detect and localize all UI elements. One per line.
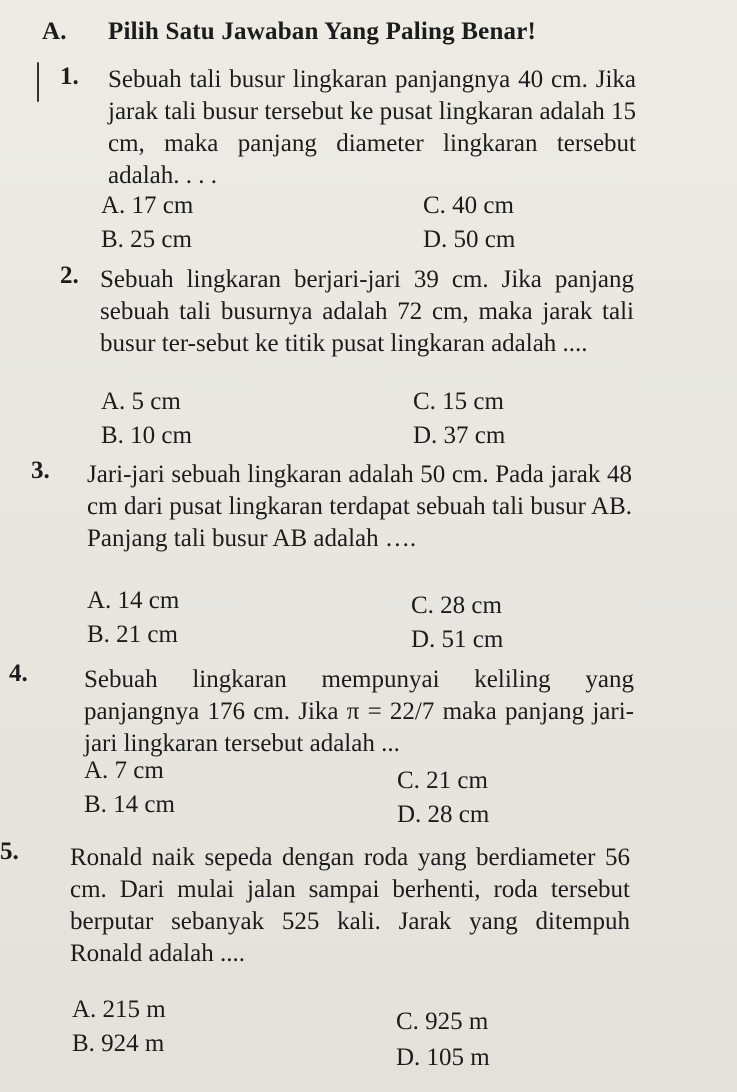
question-number: 2.: [60, 262, 79, 289]
option-c: C. 925 m: [396, 1008, 489, 1035]
question-number: 4.: [9, 660, 28, 687]
option-a: A. 5 cm: [101, 388, 181, 415]
option-d: D. 37 cm: [413, 422, 506, 449]
question-number: 1.: [60, 63, 79, 90]
option-c: C. 40 cm: [423, 192, 514, 219]
section-title: Pilih Satu Jawaban Yang Paling Benar!: [108, 18, 537, 45]
option-d: D. 51 cm: [411, 626, 504, 653]
question-text: Jari-jari sebuah lingkaran adalah 50 cm. Pada jarak 48 cm dari pusat lingkaran terdapat sebuah tali busur AB. Panjang tali busur AB adalah ….: [87, 461, 632, 552]
option-b: B. 25 cm: [101, 226, 192, 253]
option-c: C. 21 cm: [397, 767, 488, 794]
section-heading: [42, 18, 536, 46]
option-c: C. 15 cm: [413, 388, 504, 415]
pen-mark: [37, 62, 39, 102]
option-d: D. 50 cm: [423, 226, 516, 253]
question-text: Ronald naik sepeda dengan roda yang berdiameter 56 cm. Dari mulai jalan sampai berhenti, roda tersebut berputar sebanyak 525 kali. Jarak yang ditempuh Ronald adalah ....: [70, 844, 630, 967]
option-b: B. 924 m: [72, 1030, 165, 1057]
question-text: Sebuah tali busur lingkaran panjangnya 40 cm. Jika jarak tali busur tersebut ke pusat lingkaran adalah 15 cm, maka panjang diameter lingkaran tersebut adalah. . . .: [108, 66, 636, 189]
option-a: A. 17 cm: [101, 192, 194, 219]
section-letter: A.: [42, 18, 67, 45]
option-a: A. 7 cm: [84, 757, 164, 784]
question-number: 5.: [0, 838, 19, 865]
question-number: 3.: [31, 457, 50, 484]
option-b: B. 10 cm: [101, 422, 192, 449]
option-d: D. 105 m: [396, 1044, 490, 1071]
option-b: B. 21 cm: [87, 621, 178, 648]
option-c: C. 28 cm: [411, 592, 502, 619]
question-text: Sebuah lingkaran berjari-jari 39 cm. Jika panjang sebuah tali busurnya adalah 72 cm, maka jarak tali busur ter-sebut ke titik pusat lingkaran adalah ....: [100, 266, 634, 357]
option-a: A. 215 m: [72, 996, 166, 1023]
option-d: D. 28 cm: [397, 801, 490, 828]
option-a: A. 14 cm: [87, 587, 180, 614]
option-b: B. 14 cm: [84, 791, 175, 818]
question-text: Sebuah lingkaran mempunyai keliling yang panjangnya 176 cm. Jika π = 22/7 maka panjang jari-jari lingkaran tersebut adalah ...: [84, 666, 634, 757]
